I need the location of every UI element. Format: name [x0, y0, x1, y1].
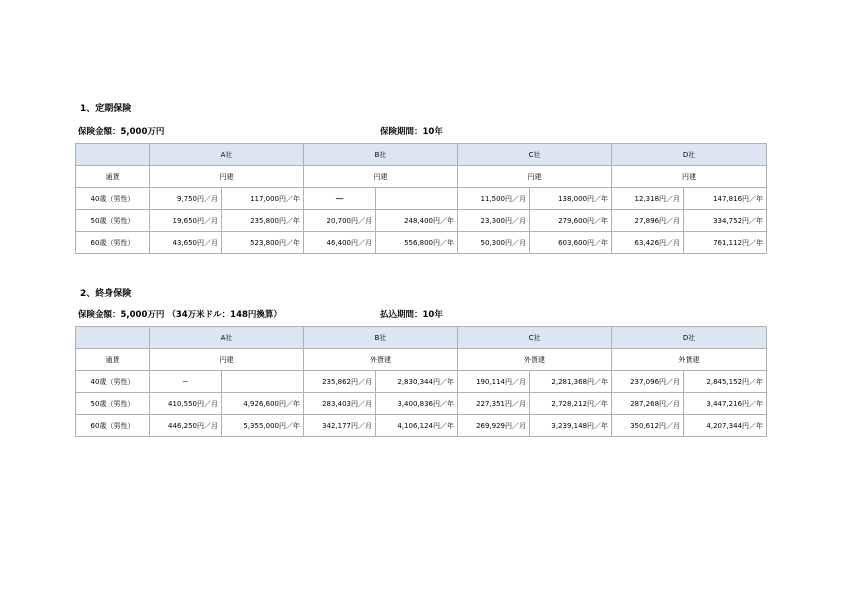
premium-cell: 235,862円／月 [304, 371, 376, 393]
currency-d: 円建 [612, 166, 767, 188]
age-label: 40歳（男性） [76, 188, 150, 210]
premium-cell: 2,845,152円／年 [684, 371, 767, 393]
premium-cell: 279,600円／年 [530, 210, 612, 232]
table-row [76, 415, 767, 437]
currency-label: 通貨 [76, 166, 150, 188]
section1-period: 保険期間：10年 [380, 127, 443, 137]
premium-cell: 761,112円／年 [684, 232, 767, 254]
currency-row [76, 166, 767, 188]
premium-cell: 12,318円／月 [612, 188, 684, 210]
section2-title: 2、終身保険 [80, 289, 132, 299]
term-insurance-table [75, 143, 767, 254]
premium-cell: 3,239,148円／年 [530, 415, 612, 437]
section1-amount: 保険金額：5,000万円 [78, 127, 165, 137]
premium-cell: 43,650円／月 [150, 232, 222, 254]
premium-cell: 3,400,836円／年 [376, 393, 458, 415]
premium-cell: 19,650円／月 [150, 210, 222, 232]
premium-cell: 269,929円／月 [458, 415, 530, 437]
premium-cell: 190,114円／月 [458, 371, 530, 393]
premium-cell: 334,752円／年 [684, 210, 767, 232]
premium-cell: 23,300円／月 [458, 210, 530, 232]
age-label: 50歳（男性） [76, 210, 150, 232]
company-c-header: C社 [458, 327, 612, 349]
premium-cell: － [304, 188, 376, 210]
premium-cell: 2,830,344円／年 [376, 371, 458, 393]
premium-cell: 27,896円／月 [612, 210, 684, 232]
premium-cell: 138,000円／年 [530, 188, 612, 210]
premium-cell: 556,800円／年 [376, 232, 458, 254]
premium-cell: 63,426円／月 [612, 232, 684, 254]
premium-cell: 227,351円／月 [458, 393, 530, 415]
age-label: 60歳（男性） [76, 232, 150, 254]
currency-c: 外貨建 [458, 349, 612, 371]
currency-row [76, 349, 767, 371]
company-header-row [76, 144, 767, 166]
company-d-header: D社 [612, 144, 767, 166]
table-row [76, 393, 767, 415]
premium-cell: 11,500円／月 [458, 188, 530, 210]
premium-cell: 523,800円／年 [222, 232, 304, 254]
premium-cell: 350,612円／月 [612, 415, 684, 437]
premium-cell: ー [150, 371, 222, 393]
table-row [76, 371, 767, 393]
premium-cell: 2,728,212円／年 [530, 393, 612, 415]
premium-cell: 4,106,124円／年 [376, 415, 458, 437]
premium-cell: 9,750円／月 [150, 188, 222, 210]
company-a-header: A社 [150, 144, 304, 166]
section2-period: 払込期間：10年 [380, 310, 443, 320]
currency-a: 円建 [150, 166, 304, 188]
premium-cell: 20,700円／月 [304, 210, 376, 232]
premium-cell: 342,177円／月 [304, 415, 376, 437]
company-a-header: A社 [150, 327, 304, 349]
premium-cell [376, 188, 458, 210]
premium-cell: 50,300円／月 [458, 232, 530, 254]
company-b-header: B社 [304, 144, 458, 166]
table-row [76, 210, 767, 232]
premium-cell: 46,400円／月 [304, 232, 376, 254]
premium-cell: 283,403円／月 [304, 393, 376, 415]
premium-cell: 287,268円／月 [612, 393, 684, 415]
currency-b: 円建 [304, 166, 458, 188]
premium-cell: 4,926,600円／年 [222, 393, 304, 415]
age-label: 50歳（男性） [76, 393, 150, 415]
table-row [76, 188, 767, 210]
currency-b: 外貨建 [304, 349, 458, 371]
section1-title: 1、定期保険 [80, 104, 132, 114]
currency-a: 円建 [150, 349, 304, 371]
premium-cell: 248,400円／年 [376, 210, 458, 232]
header-empty-cell [76, 144, 150, 166]
premium-cell: 410,550円／月 [150, 393, 222, 415]
company-d-header: D社 [612, 327, 767, 349]
table-row [76, 232, 767, 254]
premium-cell: 117,000円／年 [222, 188, 304, 210]
company-header-row [76, 327, 767, 349]
header-empty-cell [76, 327, 150, 349]
currency-d: 外貨建 [612, 349, 767, 371]
premium-cell: 147,816円／年 [684, 188, 767, 210]
currency-label: 通貨 [76, 349, 150, 371]
premium-cell [222, 371, 304, 393]
whole-life-insurance-table [75, 326, 767, 437]
currency-c: 円建 [458, 166, 612, 188]
premium-cell: 5,355,000円／年 [222, 415, 304, 437]
age-label: 40歳（男性） [76, 371, 150, 393]
premium-cell: 3,447,216円／年 [684, 393, 767, 415]
premium-cell: 237,096円／月 [612, 371, 684, 393]
premium-cell: 603,600円／年 [530, 232, 612, 254]
age-label: 60歳（男性） [76, 415, 150, 437]
company-b-header: B社 [304, 327, 458, 349]
premium-cell: 446,250円／月 [150, 415, 222, 437]
premium-cell: 2,281,368円／年 [530, 371, 612, 393]
premium-cell: 235,800円／年 [222, 210, 304, 232]
company-c-header: C社 [458, 144, 612, 166]
premium-cell: 4,207,344円／年 [684, 415, 767, 437]
section2-amount: 保険金額：5,000万円 （34万米ドル：148円換算） [78, 310, 282, 320]
